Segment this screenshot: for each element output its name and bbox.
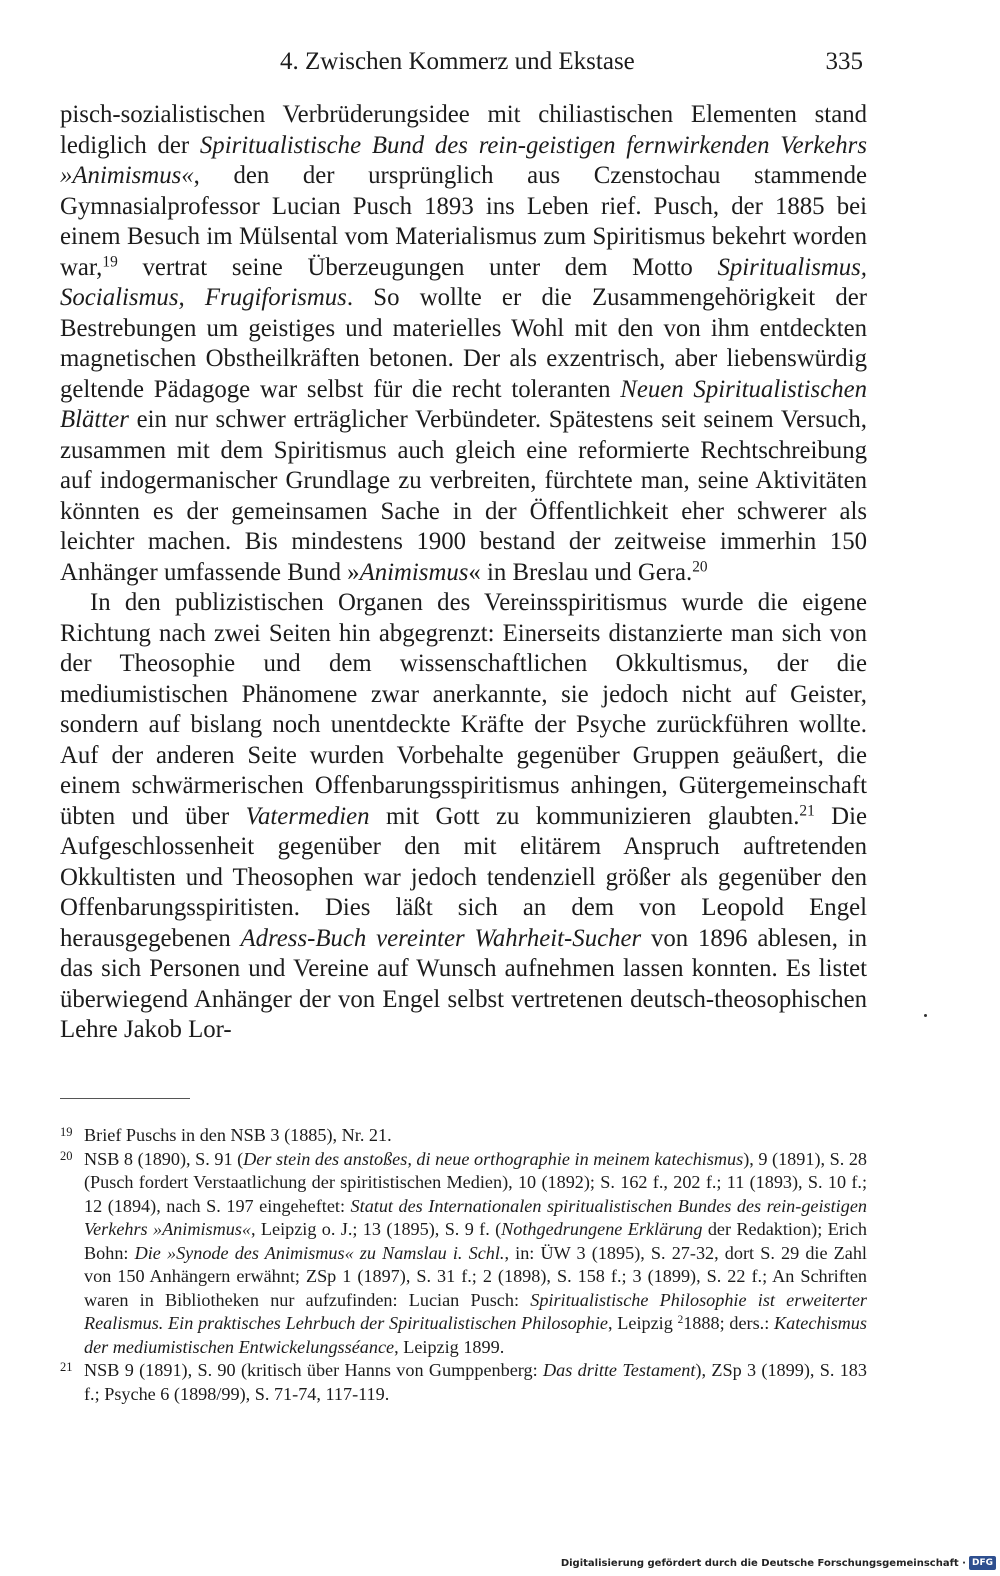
italic-title: Spiritualistische Bund des rein-geistigen fernwirkenden Verkehrs »Animismus« — [60, 131, 867, 189]
footnote-number: 21 — [60, 1360, 73, 1374]
footnote-20 — [60, 1148, 867, 1360]
text-run: , in: ÜW 3 (1895), S. 27-32, dort S. 29 die Zahl von 150 Anhängern erwähnt; ZSp 1 (1897), S. 31 f.; 2 (1898), S. 158 f.; 3 (1899), S. 22 f.; An Schriften waren in Bibliotheken nur aufzufinden: Lucian Pusch: — [84, 1242, 867, 1310]
text-run: 1888; ders.: — [683, 1313, 775, 1333]
italic-term: Vatermedien — [245, 802, 370, 830]
running-head — [60, 42, 867, 82]
text-run: . So wollte er die Zusammengehörigkeit der Bestrebungen um geistiges und materielles Wohl mit den von ihm entdeckten magnetischen Obstheilkräften betonen. Der als exzentrisch, aber liebenswürdig geltende Pädagoge war selbst für die recht toleranten — [60, 284, 867, 403]
footnote-number: 20 — [60, 1148, 73, 1163]
footnote-divider — [60, 1098, 190, 1099]
italic-title: Die »Synode des Animismus« zu Namslau i. Schl. — [134, 1242, 505, 1263]
stray-mark — [924, 1014, 927, 1017]
italic-title: Der stein des anstoßes, di neue orthographie in meinem katechismus — [243, 1148, 744, 1169]
italic-title: Spiritualistische Philosophie ist erweiterter Realismus. Ein praktisches Lehrbuch der Spiritualistischen Philosophie — [84, 1289, 867, 1333]
footnote-ref-20: 20 — [692, 558, 708, 576]
edition-superscript: 2 — [677, 1313, 684, 1326]
text-run: der Redaktion); Erich Bohn: — [84, 1219, 867, 1263]
paragraph-1 — [60, 100, 867, 588]
footnote-number: 19 — [60, 1125, 73, 1139]
text-run: , Leipzig — [607, 1313, 678, 1333]
text-run: mit Gott zu kommunizieren glaubten. — [369, 802, 800, 830]
text-run: von 1896 ablesen, in das sich Personen und Vereine auf Wunsch aufnehmen lassen konnten. Es listet überwiegend Anhänger der von Engel selbst vertretenen deutsch-theosophischen Lehre Jakob Lor- — [60, 924, 867, 1043]
paragraph-2 — [60, 588, 867, 1046]
italic-title: Katechismus der mediumistischen Entwickelungsséance — [84, 1313, 867, 1357]
text-run: ), ZSp 3 (1899), S. 183 f.; Psyche 6 (1898/99), S. 71-74, 117-119. — [84, 1360, 867, 1404]
italic-motto: Spiritualismus, Socialismus, Frugiforismus — [60, 253, 867, 311]
page-number: 335 — [825, 48, 863, 75]
footnote-19 — [60, 1124, 867, 1148]
footnotes — [60, 1124, 867, 1406]
body-text — [60, 100, 867, 1046]
footnote-21 — [60, 1359, 867, 1406]
footnote-ref-19: 19 — [102, 253, 118, 271]
dfg-logo-icon: DFG — [969, 1556, 996, 1570]
text-run: , den der ursprünglich aus Czenstochau stammende Gymnasialprofessor Lucian Pusch 1893 ins Leben rief. Pusch, der 1885 bei einem Besuch im Mülsental vom Materialismus zum Spiritismus bekehrt worden war, — [60, 162, 867, 281]
italic-title: Adress-Buch vereinter Wahrheit-Sucher — [240, 924, 642, 952]
text-run: ein nur schwer erträglicher Verbündeter. Spätestens seit seinem Versuch, zusammen mit dem Spiritismus auch gleich eine reformierte Rechtschreibung auf indogermanischer Grundlage zu verbreiten, fürchtete man, seine Aktivitäten könnten es der gemeinsamen Sache in der Öffentlichkeit eher schwerer als leichter machen. Bis mindestens 1900 bestand der zeitweise immerhin 150 Anhänger umfassende Bund » — [60, 406, 867, 586]
banner-text: Digitalisierung gefördert durch die Deutsche Forschungsgemeinschaft · — [560, 1557, 966, 1569]
text-run: , Leipzig 1899. — [394, 1336, 505, 1357]
italic-title: Neuen Spiritualistischen Blätter — [60, 375, 867, 433]
italic-title: Nothgedrungene Erklärung — [501, 1219, 703, 1239]
digitization-banner — [561, 1554, 996, 1572]
italic-title: Statut des Internationalen spiritualistischen Bundes des rein-geistigen Verkehrs »Animismus« — [84, 1195, 867, 1239]
text-run: « in Breslau und Gera. — [468, 558, 693, 586]
chapter-title: 4. Zwischen Kommerz und Ekstase — [280, 48, 635, 75]
footnote-ref-21: 21 — [799, 802, 815, 820]
text-run: NSB 9 (1891), S. 90 (kritisch über Hanns von Gumppenberg: — [84, 1360, 543, 1380]
text-run: pisch-sozialistischen Verbrüderungsidee mit chiliastischen Elementen stand lediglich der — [60, 101, 867, 159]
text-run: , Leipzig o. J.; 13 (1895), S. 9 f. ( — [251, 1219, 502, 1239]
text-run: vertrat seine Überzeugungen unter dem Motto — [117, 253, 718, 281]
text-run: Die Aufgeschlossenheit gegenüber den mit elitärem Anspruch auftretenden Okkultisten und Theosophen war jedoch tendenziell größer als gegenüber den Offenbarungsspiritisten. Dies läßt sich an dem von Leopold Engel herausgegebenen — [60, 802, 867, 952]
italic-title: Das dritte Testament — [542, 1360, 696, 1380]
text-run: Brief Puschs in den NSB 3 (1885), Nr. 21. — [84, 1125, 392, 1145]
italic-term: Animismus — [359, 558, 469, 586]
text-run: ), 9 (1891), S. 28 (Pusch fordert Verstaatlichung der spiritistischen Medien), 10 (1892); S. 162 f., 202 f.; 11 (1893), S. 10 f.; 12 (1894), nach S. 197 eingeheftet: — [84, 1148, 868, 1216]
text-run: In den publizistischen Organen des Vereinsspiritismus wurde die eigene Richtung nach zwei Seiten hin abgegrenzt: Einerseits distanzierte man sich von der Theosophie und dem wissenschaftlichen Okkultismus, der die mediumistischen Phänomene zwar anerkannte, sie jedoch nicht auf Geister, sondern auf bislang noch unentdeckte Kräfte der Psyche zurückführen wollte. Auf der anderen Seite wurden Vorbehalte gegenüber Gruppen geäußert, die einem schwärmerischen Offenbarungsspiritismus anhingen, Gütergemeinschaft übten und über — [60, 589, 867, 830]
text-run: NSB 8 (1890), S. 91 ( — [84, 1148, 244, 1169]
